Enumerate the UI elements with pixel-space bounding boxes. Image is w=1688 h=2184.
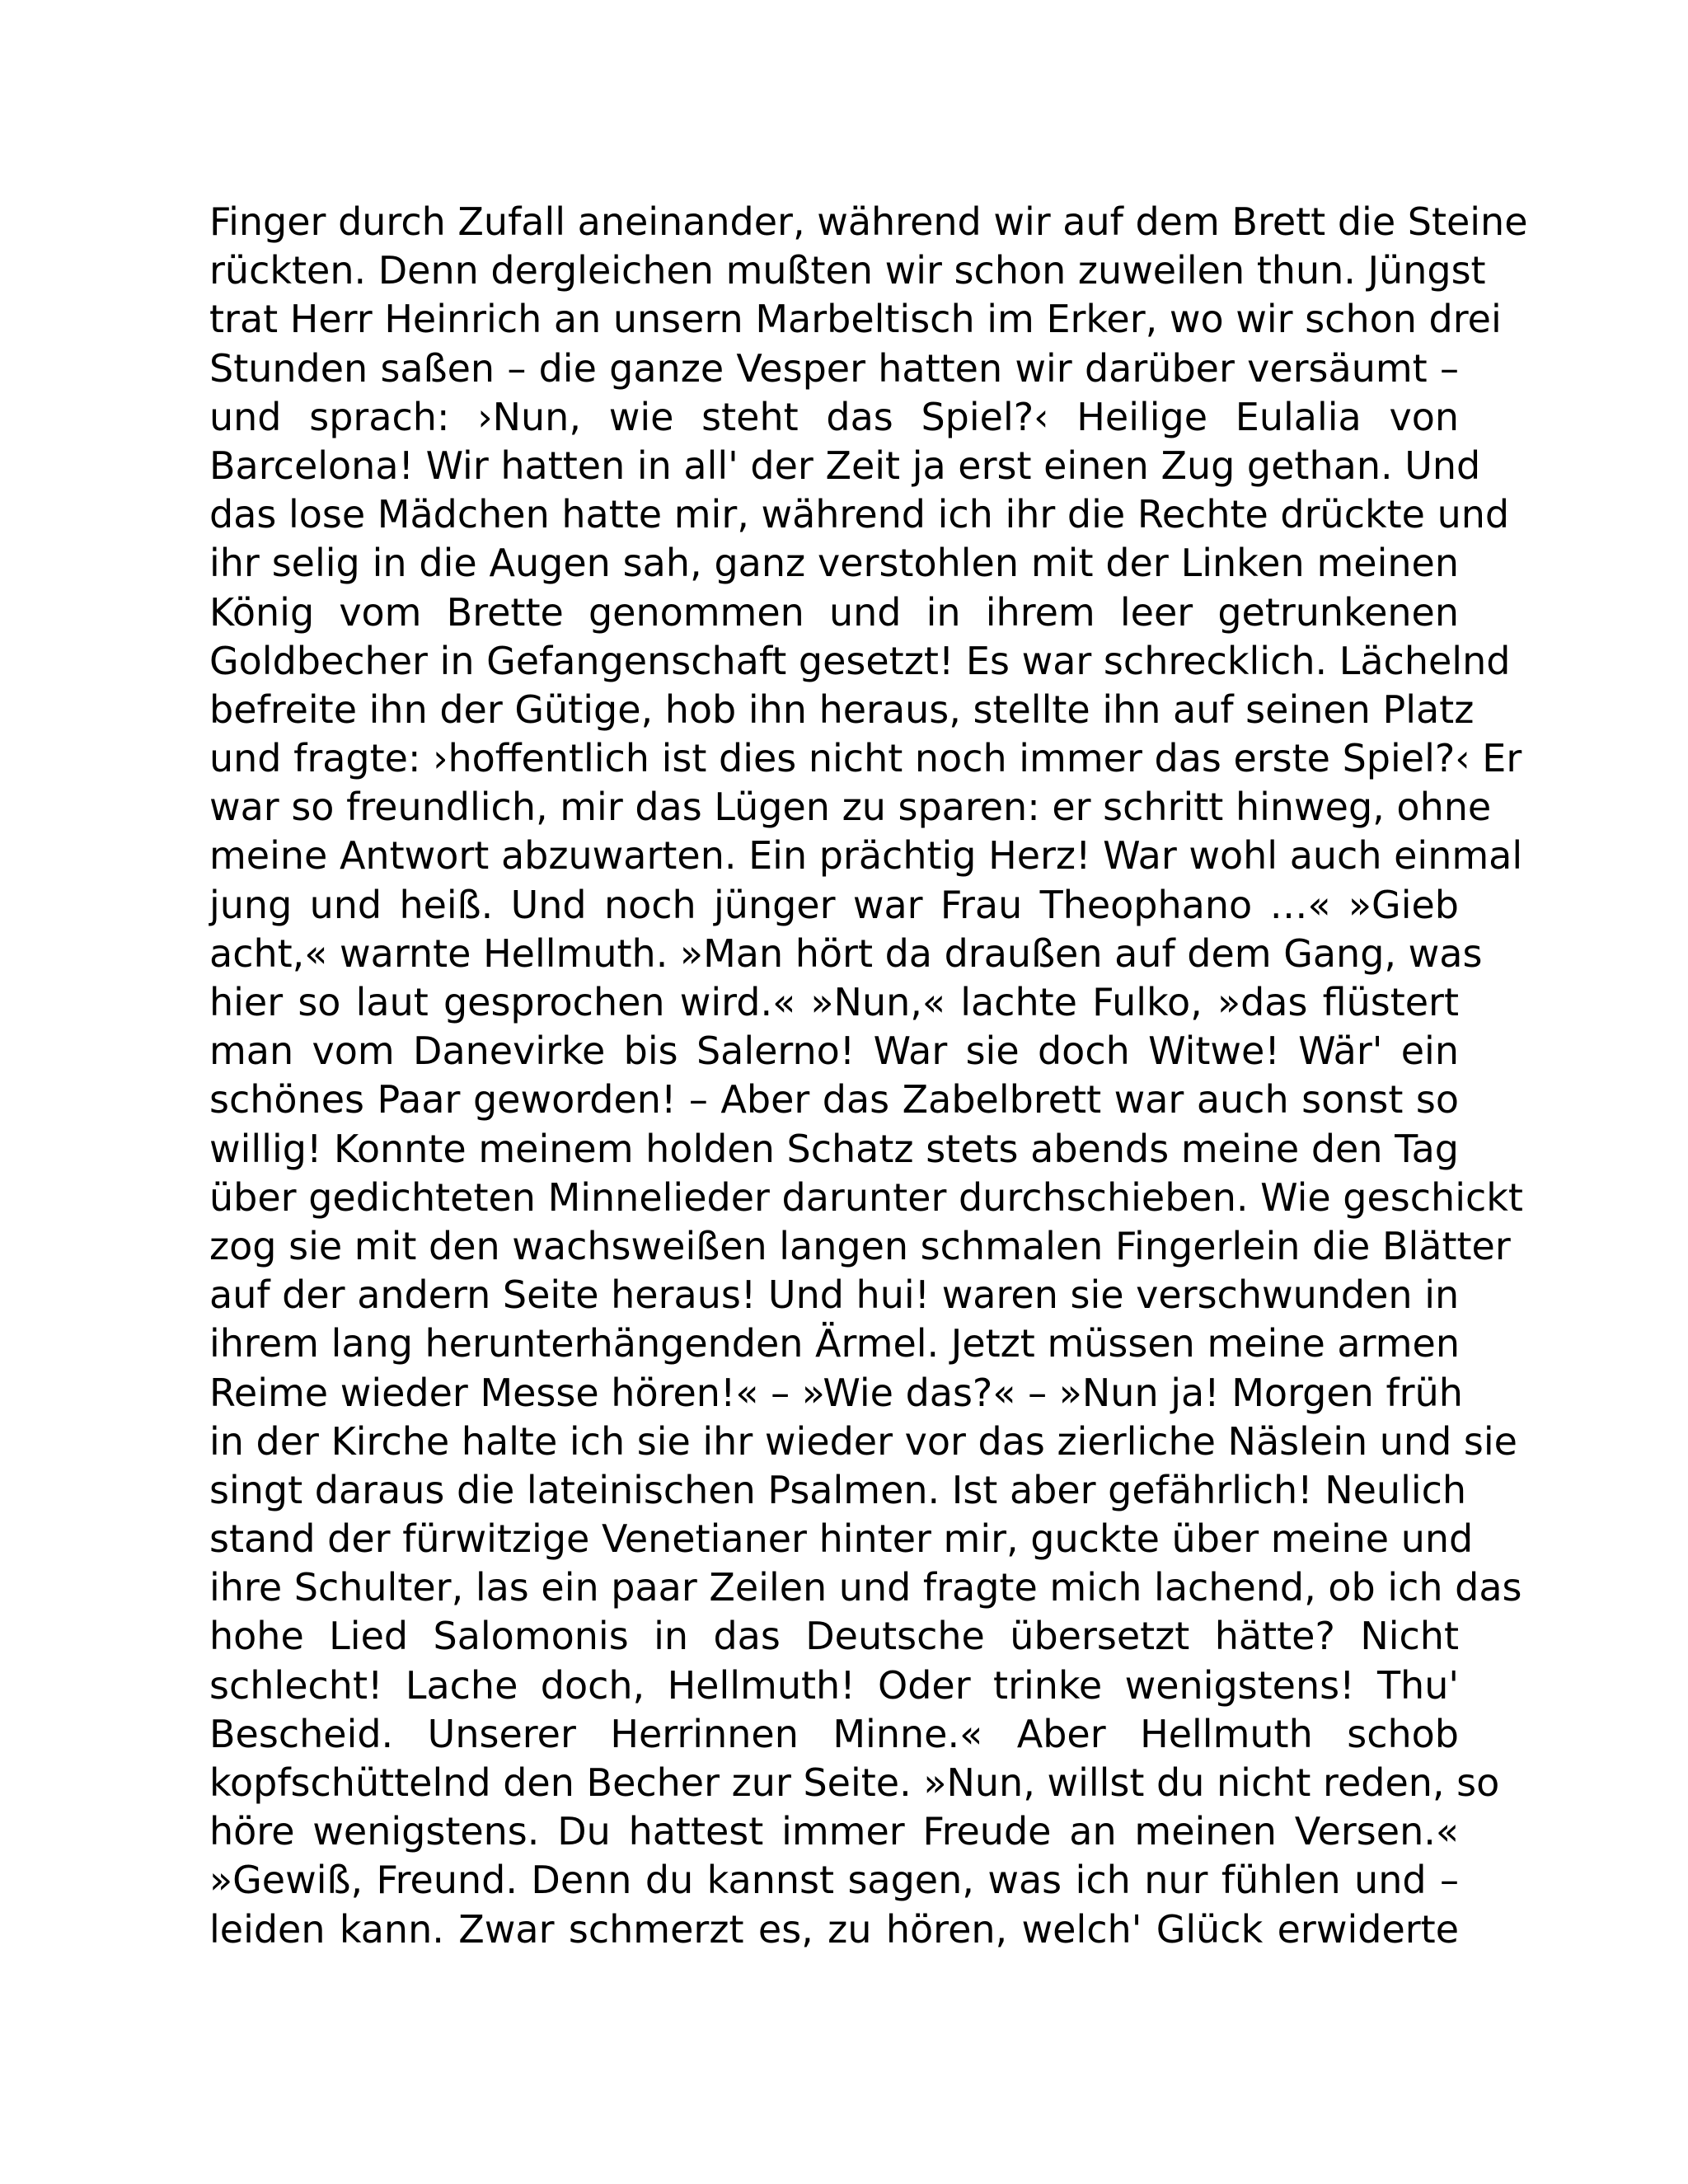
body-text <box>209 198 1528 1954</box>
text-line: jung und heiß. Und noch jünger war Frau Theophano …« »Gieb <box>209 882 1459 927</box>
text-line: ihrem lang herunterhängenden Ärmel. Jetzt müssen meine armen <box>209 1321 1460 1366</box>
text-line: über gedichteten Minnelieder darunter durchschieben. Wie geschickt <box>209 1174 1523 1220</box>
text-line: und sprach: ›Nun, wie steht das Spiel?‹ Heilige Eulalia von <box>209 394 1459 439</box>
text-line: Stunden saßen – die ganze Vesper hatten wir darüber versäumt – <box>209 345 1459 391</box>
text-line: stand der fürwitzige Venetianer hinter mir, guckte über meine und <box>209 1516 1474 1562</box>
text-line: in der Kirche halte ich sie ihr wieder vor das zierliche Näslein und sie <box>209 1418 1517 1464</box>
text-line: schlecht! Lache doch, Hellmuth! Oder trinke wenigstens! Thu' <box>209 1662 1459 1708</box>
text-line: acht,« warnte Hellmuth. »Man hört da draußen auf dem Gang, was <box>209 930 1483 976</box>
text-line: Goldbecher in Gefangenschaft gesetzt! Es war schrecklich. Lächelnd <box>209 638 1511 683</box>
text-line: meine Antwort abzuwarten. Ein prächtig Herz! War wohl auch einmal <box>209 833 1523 879</box>
text-line: König vom Brette genommen und in ihrem leer getrunkenen <box>209 589 1459 635</box>
text-line: war so freundlich, mir das Lügen zu sparen: er schritt hinweg, ohne <box>209 785 1492 830</box>
text-line: rückten. Denn dergleichen mußten wir schon zuweilen thun. Jüngst <box>209 248 1486 293</box>
text-line: ihre Schulter, las ein paar Zeilen und fragte mich lachend, ob ich das <box>209 1565 1522 1610</box>
text-line: Finger durch Zufall aneinander, während wir auf dem Brett die Steine <box>209 199 1528 244</box>
text-line: Bescheid. Unserer Herrinnen Minne.« Aber Hellmuth schob <box>209 1711 1459 1756</box>
text-line: willig! Konnte meinem holden Schatz stets abends meine den Tag <box>209 1126 1459 1171</box>
text-line: trat Herr Heinrich an unsern Marbeltisch im Erker, wo wir schon drei <box>209 297 1502 342</box>
text-line: das lose Mädchen hatte mir, während ich ihr die Rechte drückte und <box>209 492 1510 537</box>
text-line: und fragte: ›hoffentlich ist dies nicht noch immer das erste Spiel?‹ Er <box>209 736 1522 781</box>
text-line: hohe Lied Salomonis in das Deutsche übersetzt hätte? Nicht <box>209 1614 1459 1659</box>
text-line: leiden kann. Zwar schmerzt es, zu hören, welch' Glück erwiderte <box>209 1906 1459 1952</box>
text-line: hier so laut gesprochen wird.« »Nun,« lachte Fulko, »das flüstert <box>209 980 1459 1024</box>
text-line: kopfschüttelnd den Becher zur Seite. »Nun, willst du nicht reden, so <box>209 1760 1500 1805</box>
text-line: man vom Danevirke bis Salerno! War sie doch Witwe! Wär' ein <box>209 1029 1459 1074</box>
text-line: Barcelona! Wir hatten in all' der Zeit ja erst einen Zug gethan. Und <box>209 443 1481 488</box>
text-line: befreite ihn der Gütige, hob ihn heraus, stellte ihn auf seinen Platz <box>209 687 1475 732</box>
text-line: zog sie mit den wachsweißen langen schmalen Fingerlein die Blätter <box>209 1223 1511 1268</box>
text-line: Reime wieder Messe hören!« – »Wie das?« – »Nun ja! Morgen früh <box>209 1370 1463 1415</box>
text-line: singt daraus die lateinischen Psalmen. Ist aber gefährlich! Neulich <box>209 1467 1467 1512</box>
text-line: schönes Paar geworden! – Aber das Zabelbrett war auch sonst so <box>209 1077 1459 1122</box>
text-line: auf der andern Seite heraus! Und hui! waren sie verschwunden in <box>209 1272 1460 1318</box>
text-line: ihr selig in die Augen sah, ganz verstohlen mit der Linken meinen <box>209 541 1459 586</box>
text-line: »Gewiß, Freund. Denn du kannst sagen, was ich nur fühlen und – <box>209 1858 1459 1903</box>
text-line: höre wenigstens. Du hattest immer Freude an meinen Versen.« <box>209 1809 1459 1854</box>
